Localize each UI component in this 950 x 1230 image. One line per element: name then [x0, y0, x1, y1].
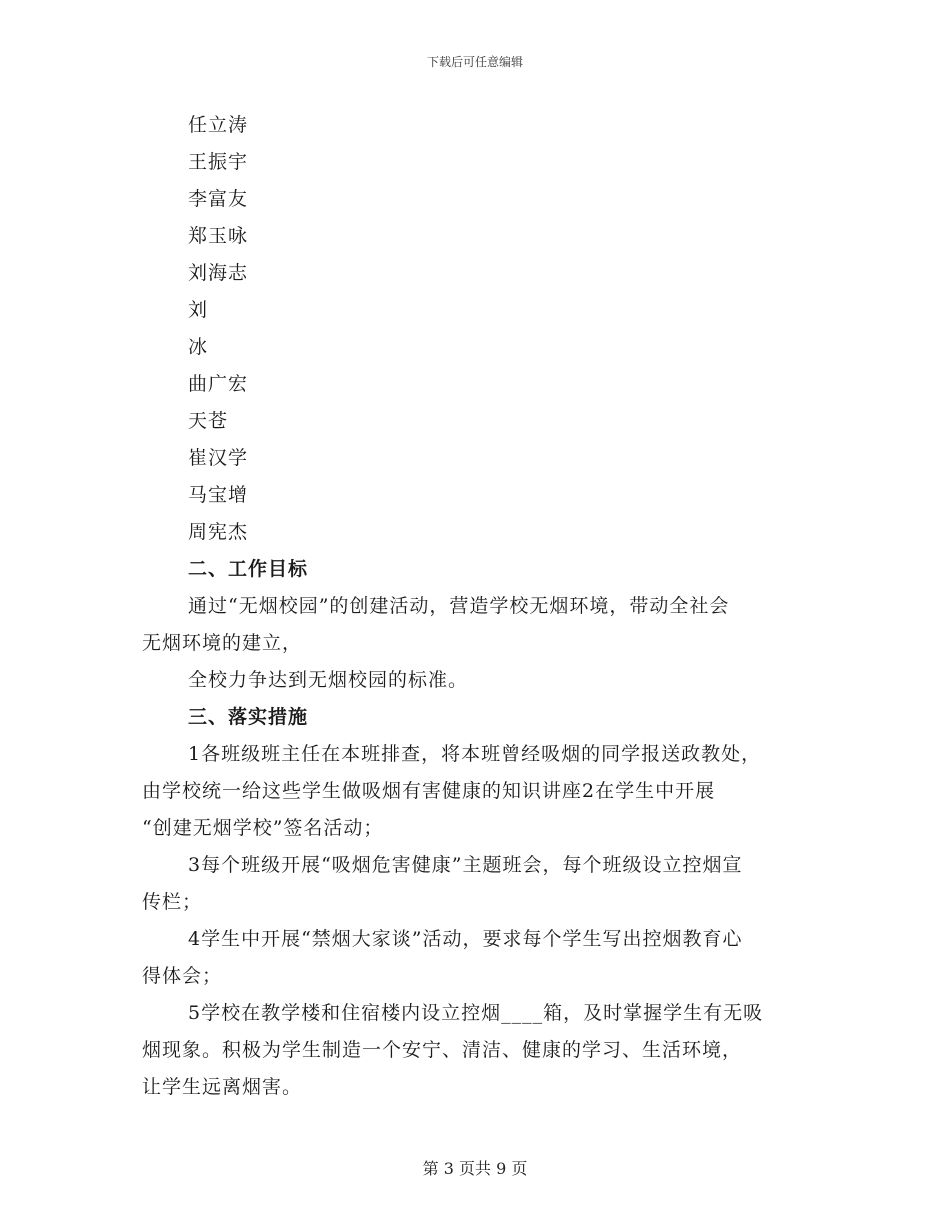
document-body — [142, 107, 822, 1106]
name-entry: 刘 — [188, 299, 209, 321]
page-header: 下载后可任意编辑 — [426, 55, 523, 69]
name-entry: 刘海志 — [188, 262, 249, 284]
name-entry: 曲广宏 — [188, 373, 249, 395]
measure-line: 5学校在教学楼和住宿楼内设立控烟____箱，及时掌握学生有无吸 — [188, 1002, 764, 1024]
name-entry: 崔汉学 — [188, 447, 249, 469]
measure-line: 传栏； — [142, 891, 203, 913]
name-entry: 马宝增 — [188, 484, 249, 506]
name-entry: 冰 — [188, 336, 209, 358]
name-entry: 天苍 — [188, 410, 229, 432]
measure-line: 3每个班级开展“吸烟危害健康”主题班会，每个班级设立控烟宣 — [188, 854, 743, 876]
measure-line: 烟现象。积极为学生制造一个安宁、清洁、健康的学习、生活环境， — [142, 1039, 743, 1061]
goals-paragraph-line: 全校力争达到无烟校园的标准。 — [188, 669, 469, 691]
name-entry: 郑玉咏 — [188, 225, 249, 247]
measure-line: 1各班级班主任在本班排查，将本班曾经吸烟的同学报送政教处， — [188, 743, 762, 765]
name-entry: 任立涛 — [188, 114, 249, 136]
name-entry: 李富友 — [188, 188, 249, 210]
measure-line: 由学校统一给这些学生做吸烟有害健康的知识讲座2在学生中开展 — [142, 780, 716, 802]
measure-line: “创建无烟学校”签名活动； — [142, 817, 384, 839]
section-heading-goals: 二、工作目标 — [188, 558, 309, 580]
measure-line: 让学生远离烟害。 — [142, 1076, 303, 1098]
name-entry: 王振宇 — [188, 151, 249, 173]
section-heading-measures: 三、落实措施 — [188, 706, 309, 728]
page-footer: 第 3 页共 9 页 — [422, 1159, 528, 1178]
measure-line: 得体会； — [142, 965, 223, 987]
goals-paragraph-line: 通过“无烟校园”的创建活动，营造学校无烟环境，带动全社会 — [188, 595, 730, 617]
name-entry: 周宪杰 — [188, 521, 249, 543]
goals-paragraph-line: 无烟环境的建立， — [142, 632, 303, 654]
measure-line: 4学生中开展“禁烟大家谈”活动，要求每个学生写出控烟教育心 — [188, 928, 743, 950]
